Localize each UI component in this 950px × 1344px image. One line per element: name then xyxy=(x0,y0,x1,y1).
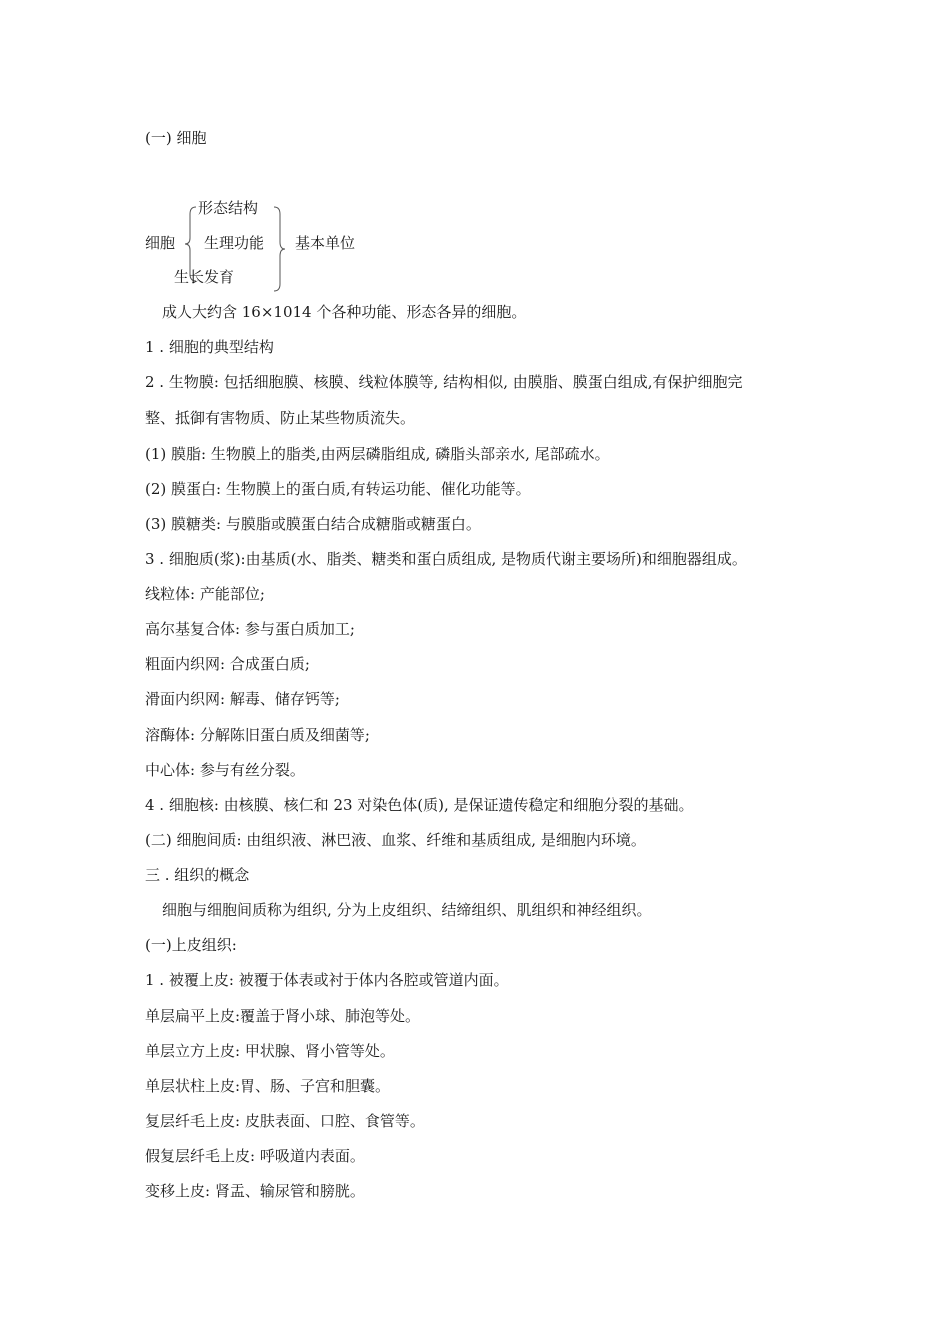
text-line: 单层扁平上皮:覆盖于肾小球、肺泡等处。 xyxy=(145,1007,421,1025)
text-line: 单层立方上皮: 甲状腺、肾小管等处。 xyxy=(145,1042,395,1060)
text-line: (3) 膜糖类: 与膜脂或膜蛋白结合成糖脂或糖蛋白。 xyxy=(145,515,481,533)
diagram-left-label: 细胞 xyxy=(145,234,176,252)
text-line: 成人大约含 16×1014 个各种功能、形态各异的细胞。 xyxy=(162,303,527,321)
text-line: (一)上皮组织: xyxy=(145,936,237,954)
diagram-item-growth: 生长发育 xyxy=(174,268,235,286)
diagram-item-physiology: 生理功能 xyxy=(204,234,265,252)
text-line: (二) 细胞间质: 由组织液、淋巴液、血浆、纤维和基质组成, 是细胞内环境。 xyxy=(145,831,646,849)
text-line: 变移上皮: 肾盂、输尿管和膀胱。 xyxy=(145,1182,365,1200)
text-line: 复层纤毛上皮: 皮肤表面、口腔、食管等。 xyxy=(145,1112,425,1130)
text-line: 3 . 细胞质(浆):由基质(水、脂类、糖类和蛋白质组成, 是物质代谢主要场所)和细胞器组成。 xyxy=(145,550,747,568)
text-line: 单层状柱上皮:胃、肠、子宫和胆囊。 xyxy=(145,1077,391,1095)
diagram-item-structure: 形态结构 xyxy=(198,199,259,217)
text-line: 线粒体: 产能部位; xyxy=(145,585,265,603)
text-line: 1 . 细胞的典型结构 xyxy=(145,338,274,356)
text-line: (1) 膜脂: 生物膜上的脂类,由两层磷脂组成, 磷脂头部亲水, 尾部疏水。 xyxy=(145,445,610,463)
text-line: 三 . 组织的概念 xyxy=(145,866,250,884)
diagram-right-label: 基本单位 xyxy=(295,234,356,252)
text-line: 高尔基复合体: 参与蛋白质加工; xyxy=(145,620,355,638)
text-line: 中心体: 参与有丝分裂。 xyxy=(145,761,305,779)
text-line: 1 . 被覆上皮: 被覆于体表或衬于体内各腔或管道内面。 xyxy=(145,971,509,989)
text-line: 2 . 生物膜: 包括细胞膜、核膜、线粒体膜等, 结构相似, 由膜脂、膜蛋白组成,有保护细胞完 xyxy=(145,373,743,391)
section-heading: (一) 细胞 xyxy=(145,129,207,147)
text-line: 假复层纤毛上皮: 呼吸道内表面。 xyxy=(145,1147,365,1165)
text-line: 细胞与细胞间质称为组织, 分为上皮组织、结缔组织、肌组织和神经组织。 xyxy=(162,901,652,919)
text-line: 粗面内织网: 合成蛋白质; xyxy=(145,655,310,673)
text-line: (2) 膜蛋白: 生物膜上的蛋白质,有转运功能、催化功能等。 xyxy=(145,480,531,498)
text-line: 溶酶体: 分解陈旧蛋白质及细菌等; xyxy=(145,726,370,744)
text-line: 整、抵御有害物质、防止某些物质流失。 xyxy=(145,409,416,427)
text-line: 4 . 细胞核: 由核膜、核仁和 23 对染色体(质), 是保证遗传稳定和细胞分裂的基础。 xyxy=(145,796,694,814)
text-line: 滑面内织网: 解毒、储存钙等; xyxy=(145,690,340,708)
right-brace-icon xyxy=(272,206,286,292)
